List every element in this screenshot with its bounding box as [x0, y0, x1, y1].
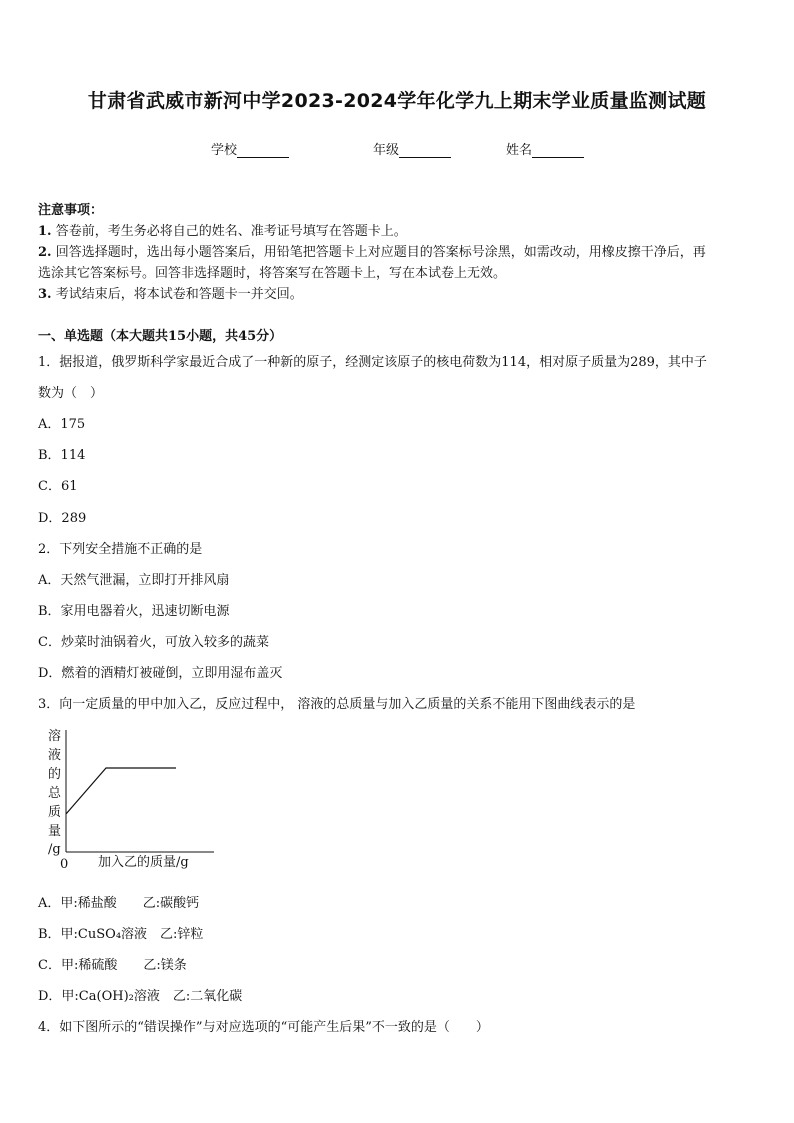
question-stem-cont: 数为（ ）: [38, 386, 104, 401]
mass-graph-svg: [44, 726, 224, 876]
y-label-char: 溶: [48, 729, 62, 744]
y-label-char: /g: [48, 842, 61, 857]
y-label-char: 液: [48, 748, 62, 763]
school-field: [211, 139, 289, 158]
option-d: D．289: [38, 511, 87, 526]
name-field: [506, 139, 584, 158]
notice-item: 3. 考试结束后，将本试卷和答题卡一并交回。: [38, 287, 303, 302]
y-axis-label: [48, 728, 62, 857]
question-stem: 2．下列安全措施不正确的是: [38, 542, 203, 557]
page-title: 甘肃省武威市新河中学2023-2024学年化学九上期末学业质量监测试题: [87, 90, 707, 112]
question-stem: 4．如下图所示的“错误操作”与对应选项的“可能产生后果”不一致的是（ ）: [38, 1020, 489, 1035]
option-a: A．甲:稀盐酸 乙:碳酸钙: [38, 896, 200, 911]
y-label-char: 量: [48, 824, 62, 839]
grade-field: [373, 139, 451, 158]
option-c: C．61: [38, 479, 78, 494]
notice-item-cont: 选涂其它答案标号。回答非选择题时，将答案写在答题卡上，写在本试卷上无效。: [38, 266, 507, 281]
name-label: 姓名: [506, 143, 533, 158]
option-c: C．甲:稀硫酸 乙:镁条: [38, 958, 187, 973]
option-d: D．燃着的酒精灯被碰倒，立即用湿布盖灭: [38, 666, 283, 681]
y-label-char: 的: [48, 767, 62, 782]
school-label: 学校: [211, 143, 238, 158]
option-b: B．114: [38, 448, 86, 463]
origin-label: 0: [60, 857, 69, 872]
school-blank: [237, 143, 289, 158]
option-a: A．天然气泄漏，立即打开排风扇: [38, 573, 230, 588]
y-label-char: 总: [48, 786, 62, 801]
name-blank: [532, 143, 584, 158]
question-stem: 3．向一定质量的甲中加入乙，反应过程中， 溶液的总质量与加入乙质量的关系不能用下图曲线表示的是: [38, 697, 636, 712]
mass-curve: [66, 768, 176, 814]
option-c: C．炒菜时油锅着火，可放入较多的蔬菜: [38, 635, 269, 650]
y-label-char: 质: [48, 805, 62, 820]
section-heading: 一、单选题（本大题共15小题，共45分）: [38, 329, 283, 344]
option-a: A．175: [38, 417, 86, 432]
notice-item: 2. 回答选择题时，选出每小题答案后，用铅笔把答题卡上对应题目的答案标号涂黑，如需改动，用橡皮擦干净后，再: [38, 245, 706, 260]
question-stem: 1．据报道，俄罗斯科学家最近合成了一种新的原子，经测定该原子的核电荷数为114，相对原子质量为289，其中子: [38, 355, 707, 370]
grade-blank: [399, 143, 451, 158]
option-d: D．甲:Ca(OH)₂溶液 乙:二氧化碳: [38, 989, 243, 1004]
option-b: B．家用电器着火，迅速切断电源: [38, 604, 230, 619]
x-axis-label: 加入乙的质量/g: [98, 855, 189, 870]
notice-item: 1. 答卷前，考生务必将自己的姓名、准考证号填写在答题卡上。: [38, 224, 407, 239]
mass-graph: [44, 726, 224, 876]
grade-label: 年级: [373, 143, 400, 158]
notice-heading: 注意事项：: [38, 203, 104, 218]
option-b: B．甲:CuSO₄溶液 乙:锌粒: [38, 927, 204, 942]
